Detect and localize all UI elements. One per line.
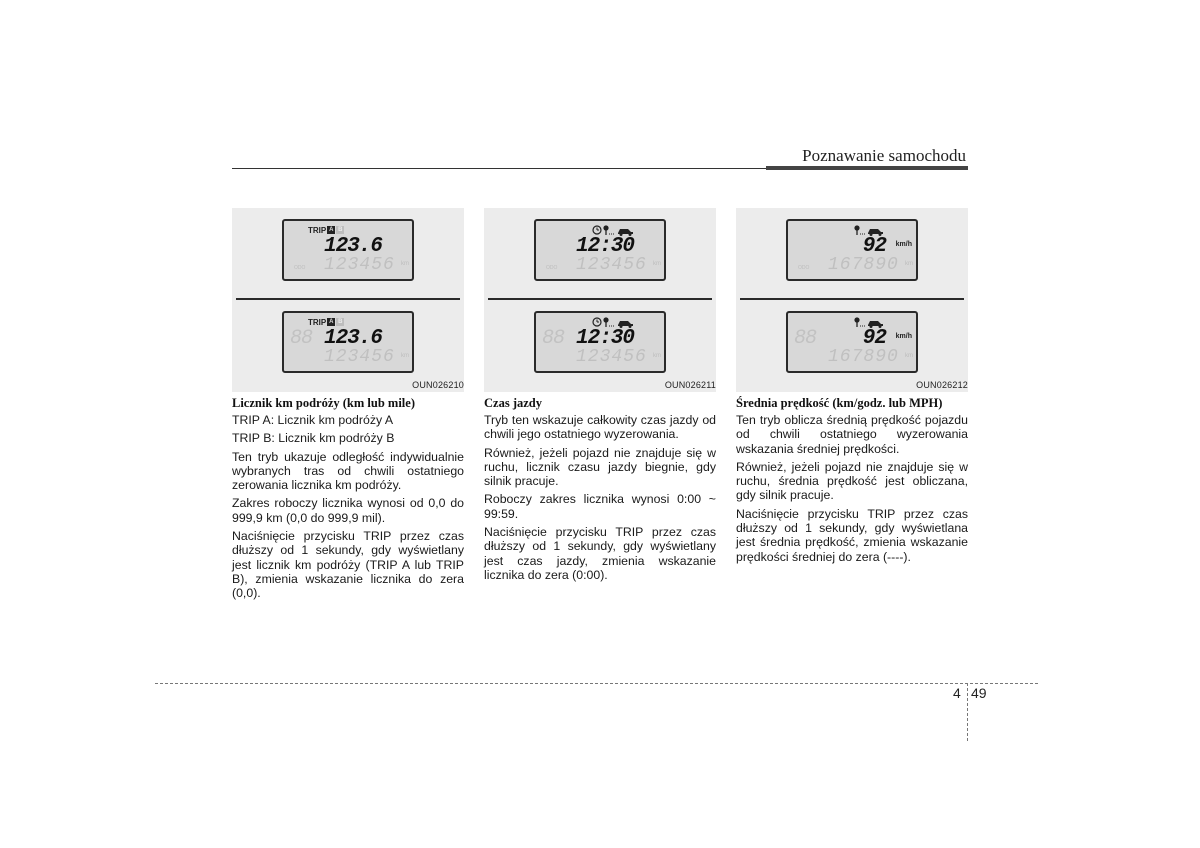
unit-ghost: km (653, 261, 661, 267)
text-line: TRIP B: Licznik km podróży B (232, 431, 395, 446)
unit-ghost: km (905, 261, 913, 267)
section-heading: Licznik km podróży (km lub mile) (232, 396, 415, 410)
trip-b-indicator: B (338, 227, 343, 233)
lcd-main-value: 92 (862, 235, 886, 258)
figure-divider (740, 298, 964, 300)
paragraph: Ten tryb oblicza średnią prędkość pojazdu od chwili ostatniego wyzerowania wskazania średniej prędkości. (736, 413, 968, 456)
odo-ghost-label: ODO (798, 265, 810, 271)
paragraph: Zakres roboczy licznika wynosi od 0,0 do 999,9 km (0,0 do 999,9 mil). (232, 496, 464, 525)
lcd-display-bottom (534, 311, 666, 373)
chapter-number: 4 (953, 685, 961, 701)
figure-trip-meter (232, 208, 464, 392)
column-average-speed (736, 208, 968, 568)
paragraph: Naciśnięcie przycisku TRIP przez czas dłuższy od 1 sekundy, gdy wyświetlana jest średnia prędkość, zmienia wskazanie prędkości średniej do zera (----). (736, 506, 968, 564)
trip-a-indicator: A (329, 227, 334, 233)
paragraph: Naciśnięcie przycisku TRIP przez czas dłuższy od 1 sekundy, gdy wyświetlany jest licznik km podróży (TRIP A lub TRIP B), zmienia wskazanie licznika do zera (0,0). (232, 529, 464, 601)
odometer-ghost-digits: 123456 (324, 255, 395, 275)
lcd-main-value: 92 (862, 327, 886, 350)
paragraph: Naciśnięcie przycisku TRIP przez czas dłuższy od 1 sekundy, gdy wyświetlany jest czas jazdy, zmienia wskazanie licznika do zera (0:00). (484, 525, 716, 582)
footer-separator (967, 683, 968, 741)
paragraph: Roboczy zakres licznika wynosi 0:00 ~ 99:59. (484, 492, 716, 521)
left-ghost-digits: 88 (794, 327, 817, 350)
section-heading: Średnia prędkość (km/godz. lub MPH) (736, 396, 943, 410)
odometer-ghost-digits: 167890 (828, 347, 899, 367)
paragraph: Również, jeżeli pojazd nie znajduje się w ruchu, średnia prędkość jest obliczana, gdy silnik pracuje. (736, 459, 968, 503)
speed-unit: km/h (895, 241, 912, 248)
lcd-main-value: 12:30 (575, 327, 634, 350)
odo-ghost-label: ODO (546, 265, 558, 271)
lcd-display-bottom (786, 311, 918, 373)
trip-label: TRIP (308, 318, 327, 327)
section-title: Poznawanie samochodu (802, 146, 966, 165)
trip-a-indicator: A (329, 319, 334, 325)
figure-divider (236, 298, 460, 300)
trip-b-indicator: B (338, 319, 343, 325)
lcd-main-value: 123.6 (323, 327, 382, 350)
odometer-ghost-digits: 167890 (828, 255, 899, 275)
odometer-ghost-digits: 123456 (576, 347, 647, 367)
odometer-ghost-digits: 123456 (324, 347, 395, 367)
section-heading: Czas jazdy (484, 396, 542, 410)
lcd-display-bottom (282, 311, 414, 373)
column-drive-time (484, 208, 716, 586)
paragraph: Ten tryb ukazuje odległość indywidualnie wybranych tras od chwili ostatniego zerowania licznika km podróży. (232, 449, 464, 493)
odo-ghost-label: ODO (294, 265, 306, 271)
lcd-main-value: 123.6 (323, 235, 382, 258)
lcd-display-top (786, 219, 918, 281)
header-rule (232, 168, 768, 169)
column-trip-meter (232, 208, 464, 605)
footer-rule (155, 683, 1038, 684)
odometer-ghost-digits: 123456 (576, 255, 647, 275)
left-ghost-digits: 88 (542, 327, 565, 350)
figure-drive-time (484, 208, 716, 392)
speed-unit: km/h (895, 333, 912, 340)
figure-code: OUN026212 (916, 380, 968, 390)
lcd-display-top (534, 219, 666, 281)
figure-code: OUN026210 (412, 380, 464, 390)
trip-indicator (308, 226, 344, 235)
trip-label: TRIP (308, 226, 327, 235)
left-ghost-digits: 88 (290, 327, 313, 350)
text-line: TRIP A: Licznik km podróży A (232, 413, 394, 427)
trip-indicator (308, 318, 344, 327)
unit-ghost: km (653, 353, 661, 359)
unit-ghost: km (905, 353, 913, 359)
figure-divider (488, 298, 712, 300)
paragraph: Również, jeżeli pojazd nie znajduje się w ruchu, licznik czasu jazdy biegnie, gdy silnik pracuje. (484, 445, 716, 489)
lcd-display-top (282, 219, 414, 281)
page-number: 49 (971, 685, 987, 701)
unit-ghost: km (401, 261, 409, 267)
figure-code: OUN026211 (664, 380, 716, 390)
header-rule-accent (766, 166, 968, 170)
figure-average-speed (736, 208, 968, 392)
lcd-main-value: 12:30 (575, 235, 634, 258)
paragraph: Tryb ten wskazuje całkowity czas jazdy od chwili jego ostatniego wyzerowania. (484, 413, 716, 442)
unit-ghost: km (401, 353, 409, 359)
